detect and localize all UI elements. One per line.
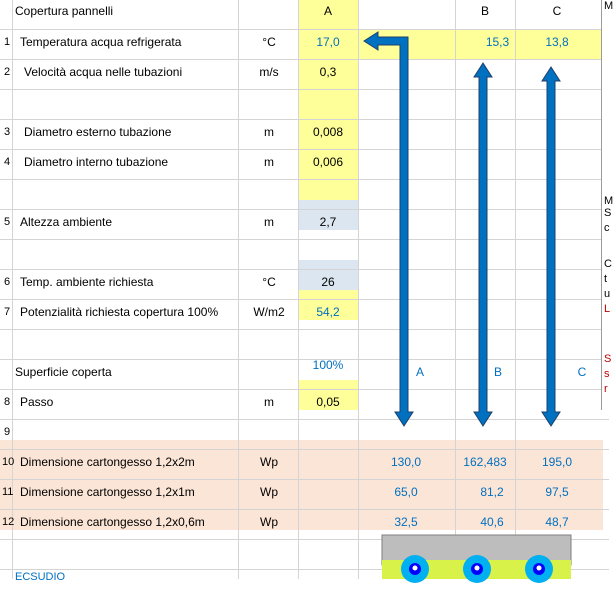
side-panel-text: c [604,222,610,234]
value-cell-c[interactable]: 97,5 [545,485,569,499]
value-cell-c[interactable]: 48,7 [545,515,569,529]
value-cell-a[interactable]: 32,5 [394,515,418,529]
side-panel-text: M [604,195,613,207]
superficie-value[interactable]: 100% [312,358,344,372]
label-cell[interactable]: Dimensione cartongesso 1,2x1m [20,485,195,499]
value-cell-a[interactable]: 17,0 [316,35,340,49]
column-header-a[interactable]: A [323,4,332,18]
panel-section-graphic [382,535,571,583]
unit-cell[interactable]: m [264,125,274,139]
label-cell[interactable]: Potenzialità richiesta copertura 100% [20,305,219,319]
row-number: 10 [2,456,15,468]
column-header-b[interactable]: B [480,4,489,18]
row-number: 11 [2,486,14,498]
row-number: 9 [4,426,11,438]
unit-cell[interactable]: °C [262,275,276,289]
side-panel-text: u [604,288,611,300]
row-number: 3 [4,126,11,138]
side-panel-text: M [604,0,613,12]
arrow-a [364,32,413,426]
label-cell[interactable]: Dimensione cartongesso 1,2x2m [20,455,195,469]
side-panel-text: S [604,353,612,365]
unit-cell[interactable]: W/m2 [253,305,285,319]
label-cell[interactable]: Altezza ambiente [20,215,113,229]
bottom-label: ECSUDIO [15,571,66,583]
flow-label-a: A [415,365,424,379]
superficie-label[interactable]: Superficie coperta [15,365,112,379]
row-number: 12 [2,516,15,528]
value-cell-b[interactable]: 81,2 [480,485,504,499]
value-cell-a[interactable]: 2,7 [319,215,337,229]
flow-label-b: B [493,365,502,379]
unit-cell[interactable]: m [264,215,274,229]
unit-cell[interactable]: Wp [260,515,278,529]
unit-cell[interactable]: m [264,395,274,409]
column-header-c[interactable]: C [552,4,562,18]
row-number: 8 [4,396,11,408]
side-panel-text: C [604,258,612,270]
row-number: 5 [4,216,11,228]
value-cell-b[interactable]: 15,3 [485,35,510,49]
unit-cell[interactable]: m [264,155,274,169]
arrow-c [542,67,560,426]
side-panel-text: L [604,303,611,315]
flow-label-c: C [577,365,587,379]
value-cell-a[interactable]: 0,006 [312,155,344,169]
row-number: 1 [4,36,11,48]
label-cell[interactable]: Temp. ambiente richiesta [20,275,154,289]
value-cell-a[interactable]: 26 [321,275,335,289]
row-number: 4 [4,156,11,168]
value-cell-b[interactable]: 162,483 [463,455,507,469]
value-cell-c[interactable]: 13,8 [545,35,569,49]
label-cell[interactable]: Diametro interno tubazione [24,155,169,169]
unit-cell[interactable]: Wp [260,485,278,499]
label-cell[interactable]: Dimensione cartongesso 1,2x0,6m [20,515,205,529]
sheet-title[interactable]: Copertura pannelli [15,4,114,18]
side-panel-text: s [604,368,610,380]
side-panel-text: t [604,273,608,285]
value-cell-a[interactable]: 130,0 [390,455,422,469]
value-cell-b[interactable]: 40,6 [480,515,504,529]
unit-cell[interactable]: Wp [260,455,278,469]
unit-cell[interactable]: °C [262,35,276,49]
unit-cell[interactable]: m/s [259,65,279,79]
value-cell-a[interactable]: 54,2 [316,305,340,319]
label-cell[interactable]: Diametro esterno tubazione [24,125,172,139]
row-number: 2 [4,66,11,78]
row-number: 6 [4,276,11,288]
label-cell[interactable]: Passo [20,395,54,409]
label-cell[interactable]: Temperatura acqua refrigerata [20,35,182,49]
arrow-b [474,63,492,426]
value-cell-a[interactable]: 0,3 [319,65,337,79]
value-cell-c[interactable]: 195,0 [541,455,573,469]
side-panel-text: S [604,207,612,219]
side-panel-text: r [604,383,608,395]
value-cell-a[interactable]: 0,008 [312,125,344,139]
value-cell-a[interactable]: 0,05 [316,395,340,409]
row-number: 7 [4,306,11,318]
value-cell-a[interactable]: 65,0 [394,485,418,499]
label-cell[interactable]: Velocità acqua nelle tubazioni [24,65,183,79]
